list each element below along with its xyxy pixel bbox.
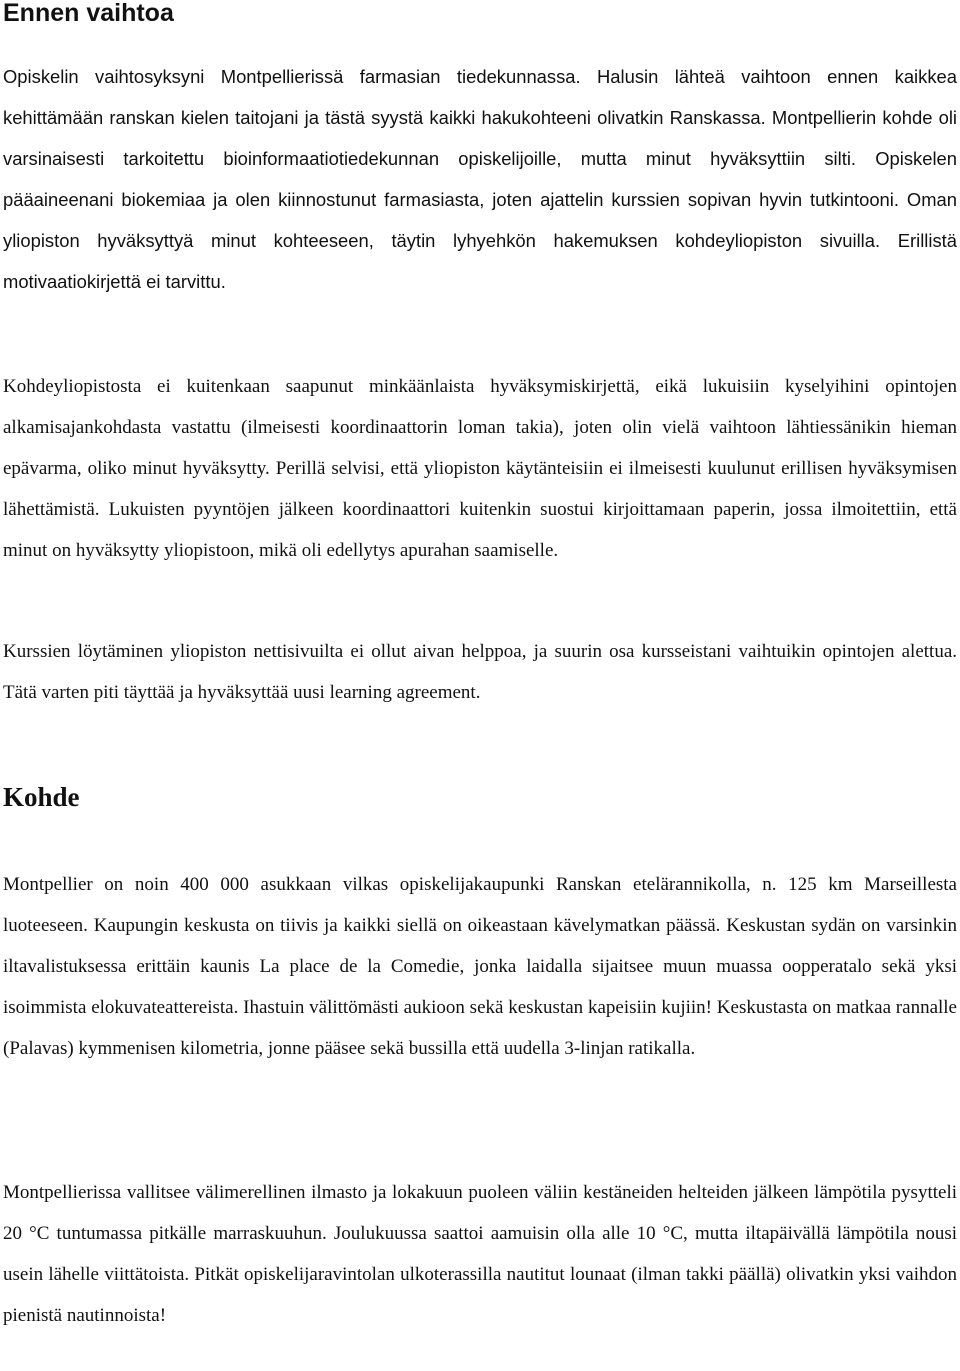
section-heading-before-exchange: Ennen vaihtoa — [3, 0, 174, 27]
paragraph-acceptance: Kohdeyliopistosta ei kuitenkaan saapunut minkäänlaista hyväksymiskirjettä, eikä lukuisiin kyselyihini opintojen alkamisajankohdasta vastattu (ilmeisesti koordinaattorin loman takia), joten olin vielä vaihtoon lähtiessänikin hieman epävarma, oliko minut hyväksytty. Perillä selvisi, että yliopiston käytänteisiin ei ilmeisesti kuulunut erillisen hyväksymisen lähettämistä. Lukuisten pyyntöjen jälkeen koordinaattori kuitenkin suostui kirjoittamaan paperin, jossa ilmoitettiin, että minut on hyväksytty yliopistoon, mikä oli edellytys apurahan saamiselle. — [3, 376, 957, 561]
paragraph-city: Montpellier on noin 400 000 asukkaan vilkas opiskelijakaupunki Ranskan etelärannikolla, n. 125 km Marseillesta luoteeseen. Kaupungin keskusta on tiivis ja kaikki siellä on oikeastaan kävelymatkan päässä. Keskustan sydän on varsinkin iltavalistuksessa erittäin kaunis La place de la Comedie, jonka laidalla sijaitsee muun muassa oopperatalo sekä yksi isoimmista elokuvateattereista. Ihastuin välittömästi aukioon sekä keskustan kapeisiin kujiin! Keskustasta on matkaa rannalle (Palavas) kymmenisen kilometria, jonne pääsee sekä bussilla että uudella 3-linjan ratikalla. — [3, 874, 957, 1059]
paragraph-climate: Montpellierissa vallitsee välimerellinen ilmasto ja lokakuun puoleen väliin kestäneiden helteiden jälkeen lämpötila pysytteli 20 °C tuntumassa pitkälle marraskuuhun. Joulukuussa saattoi aamuisin olla alle 10 °C, mutta iltapäivällä lämpötila nousi usein lähelle viittätoista. Pitkät opiskelijaravintolan ulkoterassilla nautitut lounaat (ilman takki päällä) olivatkin yksi vaihdon pienistä nautinnoista! — [3, 1182, 957, 1326]
section-heading-destination: Kohde — [3, 782, 80, 812]
paragraph-application: Opiskelin vaihtosyksyni Montpellierissä farmasian tiedekunnassa. Halusin lähteä vaihtoon ennen kaikkea kehittämään ranskan kielen taitojani ja tästä syystä kaikki hakukohteeni olivatkin Ranskassa. Montpellierin kohde oli varsinaisesti tarkoitettu bioinformaatiotiedekunnan opiskelijoille, mutta minut hyväksyttiin silti. Opiskelen pääaineenani biokemiaa ja olen kiinnostunut farmasiasta, joten ajattelin kurssien sopivan hyvin tutkintooni. Oman yliopiston hyväksyttyä minut kohteeseen, täytin lyhyehkön hakemuksen kohdeyliopiston sivuilla. Erillistä motivaatiokirjettä ei tarvittu. — [3, 66, 957, 292]
paragraph-courses: Kurssien löytäminen yliopiston nettisivuilta ei ollut aivan helppoa, ja suurin osa kursseistani vaihtuikin opintojen alettua. Tätä varten piti täyttää ja hyväksyttää uusi learning agreement. — [3, 641, 957, 703]
